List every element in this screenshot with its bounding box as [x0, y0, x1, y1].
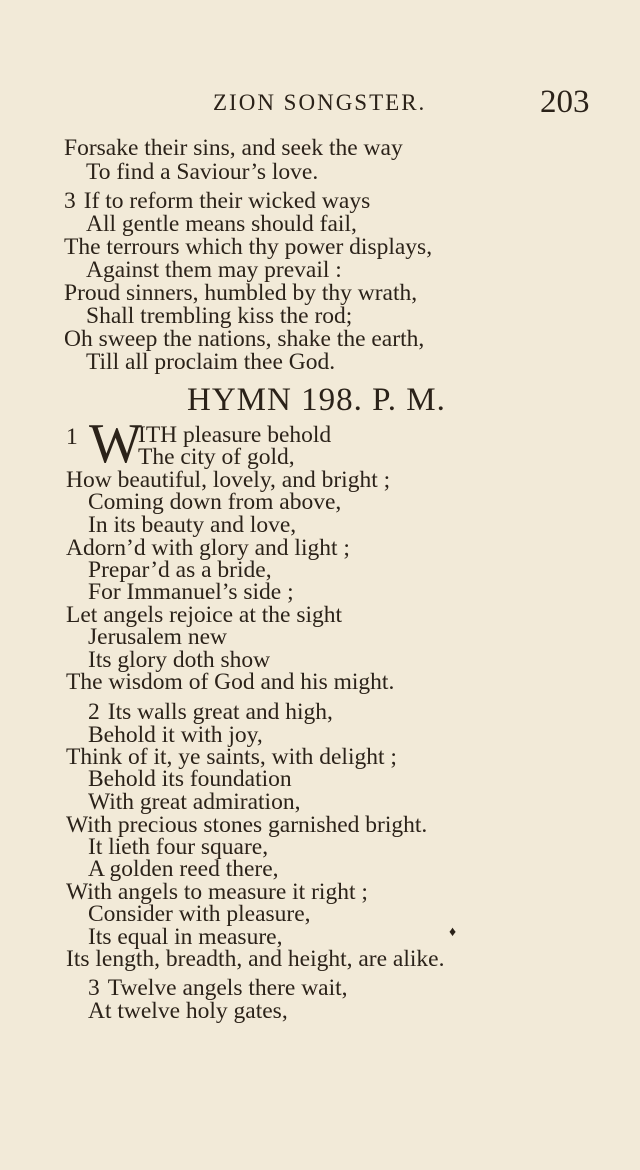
- verse-number: 3: [64, 188, 76, 214]
- stanza-line: Prepar’d as a bride,: [88, 557, 272, 583]
- stanza-line: Its equal in measure,: [88, 924, 283, 950]
- page-header: [0, 84, 640, 124]
- verse-line: The terrours which thy power displays,: [64, 234, 433, 260]
- stanza-text: Its walls great and high,: [107, 699, 333, 725]
- stanza-line: Behold it with joy,: [88, 722, 263, 748]
- continuation-line: To find a Saviour’s love.: [86, 159, 319, 185]
- stanza-line: A golden reed there,: [88, 856, 279, 882]
- stanza-line: How beautiful, lovely, and bright ;: [66, 467, 391, 493]
- stanza-number: 3: [88, 975, 100, 1001]
- drop-cap: W: [89, 413, 142, 475]
- ink-mark: ♦: [449, 925, 457, 940]
- stanza-line: ITH pleasure behold: [138, 422, 332, 448]
- verse-line: Shall trembling kiss the rod;: [86, 303, 353, 329]
- stanza-text: Twelve angels there wait,: [107, 975, 348, 1001]
- stanza-line: Behold its foundation: [88, 766, 292, 792]
- stanza-line: It lieth four square,: [88, 834, 269, 860]
- verse-text: If to reform their wicked ways: [83, 188, 371, 214]
- verse-line: [64, 190, 370, 214]
- stanza-line: The wisdom of God and his might.: [66, 669, 395, 695]
- stanza-line: At twelve holy gates,: [88, 998, 288, 1024]
- hymn-title: HYMN 198. P. M.: [187, 382, 446, 418]
- stanza-line: Coming down from above,: [88, 489, 342, 515]
- stanza-line: With great admiration,: [88, 789, 301, 815]
- stanza-line: For Immanuel’s side ;: [88, 579, 294, 605]
- verse-line: All gentle means should fail,: [86, 211, 357, 237]
- stanza-line: Jerusalem new: [88, 624, 227, 650]
- continuation-line: Forsake their sins, and seek the way: [64, 135, 403, 161]
- stanza-number: 1: [66, 424, 78, 450]
- stanza-line: Consider with pleasure,: [88, 901, 311, 927]
- stanza-line: Its length, breadth, and height, are alike.: [66, 946, 445, 972]
- verse-line: Against them may prevail :: [86, 257, 342, 283]
- running-title: ZION SONGSTER.: [213, 90, 427, 115]
- stanza-line: Adorn’d with glory and light ;: [66, 535, 350, 561]
- verse-line: Oh sweep the nations, shake the earth,: [64, 326, 425, 352]
- stanza-line: With angels to measure it right ;: [66, 879, 368, 905]
- stanza-line: Think of it, ye saints, with delight ;: [66, 744, 397, 770]
- verse-line: Proud sinners, humbled by thy wrath,: [64, 280, 418, 306]
- stanza-line: Its glory doth show: [88, 647, 271, 673]
- stanza-line: With precious stones garnished bright.: [66, 812, 428, 838]
- page-number: 203: [540, 84, 590, 120]
- stanza-line: [88, 701, 333, 725]
- stanza-line: [88, 977, 348, 1001]
- verse-line: Till all proclaim thee God.: [86, 349, 336, 375]
- stanza-line: The city of gold,: [138, 444, 295, 470]
- stanza-line: In its beauty and love,: [88, 512, 297, 538]
- stanza-number: 2: [88, 699, 100, 725]
- stanza-line: Let angels rejoice at the sight: [66, 602, 343, 628]
